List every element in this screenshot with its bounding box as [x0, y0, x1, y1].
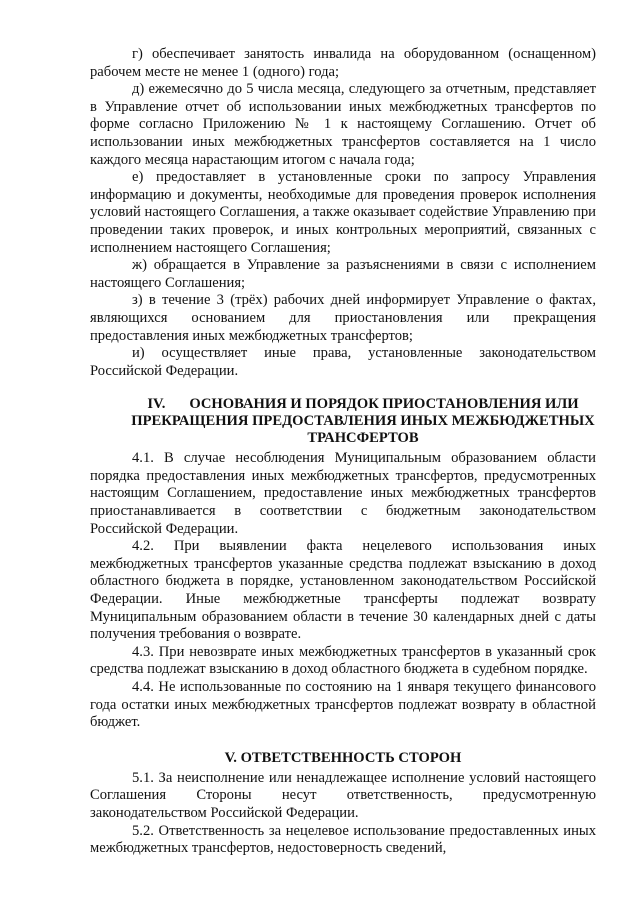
section-iv-heading: [90, 396, 596, 447]
section-iv-number: IV.: [147, 396, 166, 413]
obligation-item-g: г) обеспечивает занятость инвалида на оборудованном (оснащенном) рабочем месте не менее 1 (одного) года;: [90, 46, 596, 80]
paragraph-5-1: 5.1. За неисполнение или ненадлежащее исполнение условий настоящего Соглашения Стороны несут ответственность, предусмотренную законодательством Российской Федерации.: [90, 769, 596, 821]
obligation-item-zh: ж) обращается в Управление за разъяснениями в связи с исполнением настоящего Соглашения;: [90, 257, 596, 291]
document-page: [90, 46, 596, 858]
obligation-item-d: д) ежемесячно до 5 числа месяца, следующего за отчетным, представляет в Управление отчет об использовании иных межбюджетных трансфертов по форме согласно Приложению № 1 к настоящему Соглашению. Отчет об использовании иных межбюджетных трансфертов составляется на 1 число каждого месяца нарастающим итогом с начала года;: [90, 81, 596, 168]
section-iv-title: ОСНОВАНИЯ И ПОРЯДОК ПРИОСТАНОВЛЕНИЯ ИЛИ ПРЕКРАЩЕНИЯ ПРЕДОСТАВЛЕНИЯ ИНЫХ МЕЖБЮДЖЕТНЫХ ТРАНСФЕРТОВ: [131, 396, 595, 447]
paragraph-4-1: 4.1. В случае несоблюдения Муниципальным образованием области порядка предоставления иных межбюджетных трансфертов, предусмотренных настоящим Соглашением, предоставление иных межбюджетных трансфертов приостанавливается в соответствии с бюджетным законодательством Российской Федерации.: [90, 450, 596, 537]
paragraph-5-2: 5.2. Ответственность за нецелевое использование предоставленных иных межбюджетных трансфертов, недостоверность сведений,: [90, 822, 596, 857]
obligation-item-z: з) в течение 3 (трёх) рабочих дней информирует Управление о фактах, являющихся основанием для приостановления или прекращения предоставления иных межбюджетных трансфертов;: [90, 292, 596, 344]
obligation-item-i: и) осуществляет иные права, установленные законодательством Российской Федерации.: [90, 345, 596, 379]
paragraph-4-3: 4.3. При невозврате иных межбюджетных трансфертов в указанный срок средства подлежат взысканию в доход областного бюджета в судебном порядке.: [90, 643, 596, 678]
paragraph-4-4: 4.4. Не использованные по состоянию на 1 января текущего финансового года остатки иных межбюджетных трансфертов подлежат возврату в областной бюджет.: [90, 679, 596, 731]
obligation-item-e: е) предоставляет в установленные сроки по запросу Управления информацию и документы, необходимые для проведения проверок исполнения условий настоящего Соглашения, а также оказывает содействие Управлению при проведении таких проверок, и иных контрольных мероприятий, связанных с исполнением настоящего Соглашения;: [90, 169, 596, 256]
section-v-heading: V. ОТВЕТСТВЕННОСТЬ СТОРОН: [224, 749, 462, 766]
paragraph-4-2: 4.2. При выявлении факта нецелевого использования иных межбюджетных трансфертов указанные средства подлежат взысканию в доход областного бюджета в порядке, установленном законодательством Российской Федерации. Иные межбюджетные трансферты подлежат возврату Муниципальным образованием области в течение 30 календарных дней с даты получения требования о возврате.: [90, 538, 596, 643]
